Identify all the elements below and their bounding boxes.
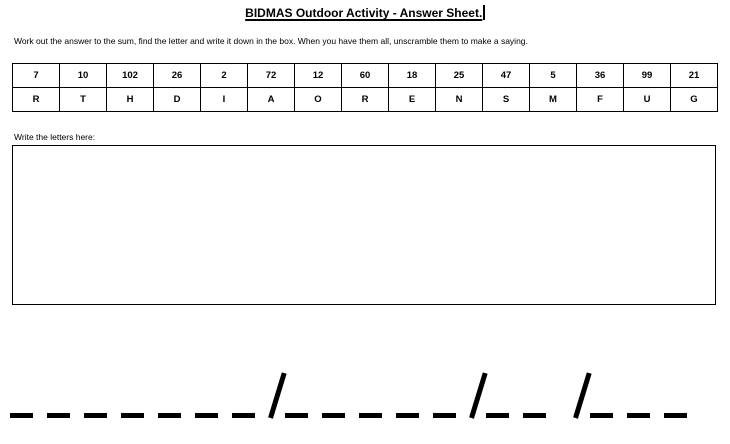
blank-spacer <box>70 417 84 418</box>
letter-cell: R <box>13 88 60 112</box>
answer-blank-underscore <box>664 413 687 418</box>
letter-cell: A <box>248 88 295 112</box>
answer-blank-underscore <box>158 413 181 418</box>
blank-spacer <box>345 417 359 418</box>
answer-blank-underscore <box>285 413 308 418</box>
blank-spacer <box>382 417 396 418</box>
blank-spacer <box>308 417 322 418</box>
letters-box-label: Write the letters here: <box>14 132 96 142</box>
number-cell: 47 <box>483 64 530 88</box>
blank-spacer <box>181 417 195 418</box>
page-title <box>0 5 730 20</box>
letter-cell: F <box>577 88 624 112</box>
number-cell: 21 <box>671 64 718 88</box>
answer-blank-underscore <box>486 413 509 418</box>
number-cell: 25 <box>436 64 483 88</box>
number-cell: 72 <box>248 64 295 88</box>
slash-bar <box>268 372 287 418</box>
answer-blank-underscore <box>396 413 419 418</box>
answer-blank-underscore <box>627 413 650 418</box>
number-cell: 12 <box>295 64 342 88</box>
letter-cell: D <box>154 88 201 112</box>
numbers-row <box>13 64 718 88</box>
number-cell: 26 <box>154 64 201 88</box>
number-cell: 2 <box>201 64 248 88</box>
letter-cell: N <box>436 88 483 112</box>
number-cell: 36 <box>577 64 624 88</box>
number-cell: 5 <box>530 64 577 88</box>
letter-cell: T <box>60 88 107 112</box>
letters-row <box>13 88 718 112</box>
word-separator-slash <box>456 371 486 418</box>
blank-spacer <box>218 417 232 418</box>
letter-cell: S <box>483 88 530 112</box>
answer-blank-underscore <box>47 413 70 418</box>
letter-cell: G <box>671 88 718 112</box>
letter-cell: U <box>624 88 671 112</box>
text-cursor <box>483 5 485 20</box>
letter-cell: O <box>295 88 342 112</box>
word-separator-slash <box>560 371 590 418</box>
answer-blank-underscore <box>590 413 613 418</box>
answer-blank-underscore <box>523 413 546 418</box>
blank-spacer <box>419 417 433 418</box>
answer-blanks-line[interactable] <box>10 371 687 418</box>
answer-blank-underscore <box>433 413 456 418</box>
page-title-text: BIDMAS Outdoor Activity - Answer Sheet. <box>245 6 483 20</box>
number-cell: 60 <box>342 64 389 88</box>
number-cell: 18 <box>389 64 436 88</box>
answer-blank-underscore <box>232 413 255 418</box>
number-cell: 99 <box>624 64 671 88</box>
blank-spacer <box>107 417 121 418</box>
letter-lookup-table <box>12 63 718 112</box>
answer-blank-underscore <box>359 413 382 418</box>
blank-spacer <box>509 417 523 418</box>
slash-bar <box>573 372 592 418</box>
letter-cell: M <box>530 88 577 112</box>
letters-box[interactable] <box>12 145 716 305</box>
number-cell: 102 <box>107 64 154 88</box>
blank-spacer <box>546 417 560 418</box>
answer-blank-underscore <box>84 413 107 418</box>
number-cell: 10 <box>60 64 107 88</box>
blank-spacer <box>33 417 47 418</box>
answer-blank-underscore <box>121 413 144 418</box>
letter-cell: R <box>342 88 389 112</box>
answer-blank-underscore <box>322 413 345 418</box>
blank-spacer <box>650 417 664 418</box>
instruction-text: Work out the answer to the sum, find the letter and write it down in the box. When you have them all, unscramble them to make a saying. <box>14 36 528 46</box>
answer-blank-underscore <box>195 413 218 418</box>
letter-cell: I <box>201 88 248 112</box>
letter-cell: E <box>389 88 436 112</box>
slash-bar <box>469 372 488 418</box>
number-cell: 7 <box>13 64 60 88</box>
word-separator-slash <box>255 371 285 418</box>
answer-blank-underscore <box>10 413 33 418</box>
blank-spacer <box>613 417 627 418</box>
blank-spacer <box>144 417 158 418</box>
letter-cell: H <box>107 88 154 112</box>
